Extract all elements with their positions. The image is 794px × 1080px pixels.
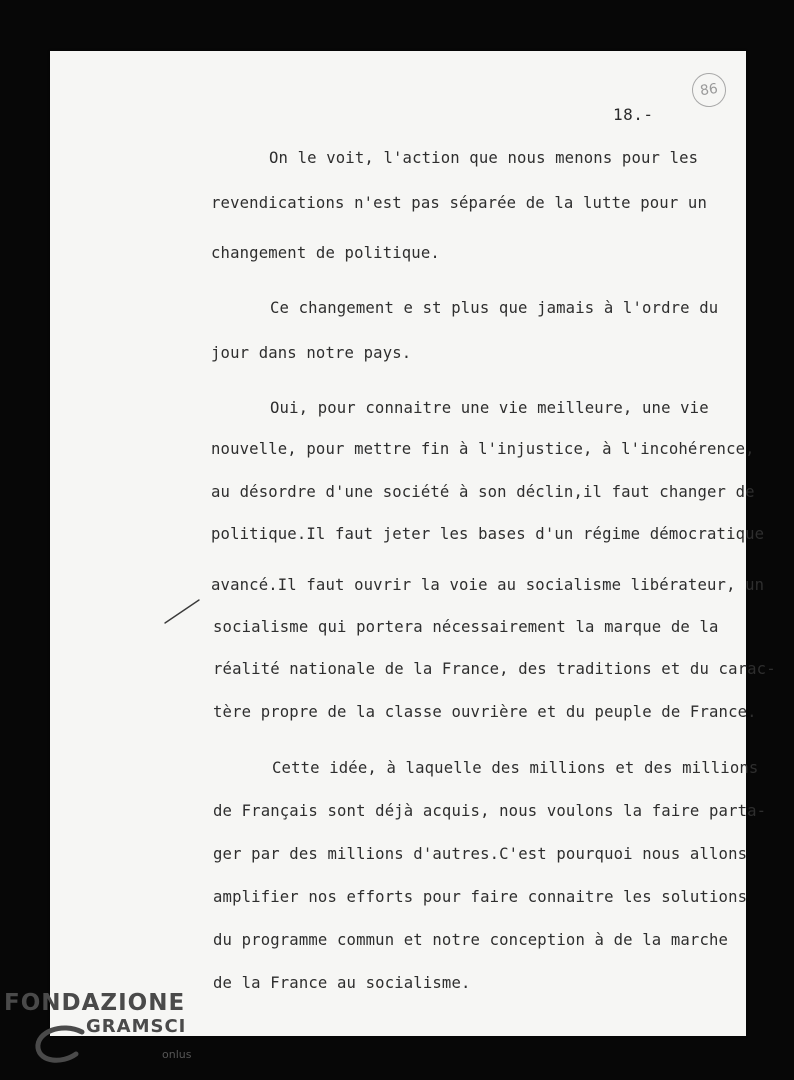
text-line: de la France au socialisme.	[213, 974, 471, 992]
text-line: Oui, pour connaitre une vie meilleure, une vie	[270, 399, 709, 417]
text-line: politique.Il faut jeter les bases d'un régime démocratique	[211, 525, 765, 543]
margin-pencil-mark	[163, 597, 203, 627]
text-line: revendications n'est pas séparée de la lutte pour un	[211, 194, 707, 212]
watermark-line-1: FONDAZIONE	[4, 990, 186, 1016]
text-line: socialisme qui portera nécessairement la marque de la	[213, 618, 719, 636]
page-number: 18.-	[613, 105, 654, 124]
text-line: jour dans notre pays.	[211, 344, 412, 362]
text-line: réalité nationale de la France, des traditions et du carac-	[213, 660, 776, 678]
text-line: nouvelle, pour mettre fin à l'injustice, à l'incohérence,	[211, 440, 755, 458]
watermark-line-3: onlus	[162, 1048, 192, 1061]
watermark	[4, 990, 204, 1070]
text-line: du programme commun et notre conception à de la marche	[213, 931, 729, 949]
text-line: de Français sont déjà acquis, nous voulons la faire parta-	[213, 802, 767, 820]
text-line: au désordre d'une société à son déclin,il faut changer de	[211, 483, 755, 501]
archive-stamp: 86	[690, 71, 728, 109]
text-line: ger par des millions d'autres.C'est pourquoi nous allons	[213, 845, 748, 863]
watermark-logo-icon	[32, 1024, 88, 1064]
watermark-line-2: GRAMSCI	[86, 1016, 187, 1037]
text-line: On le voit, l'action que nous menons pour les	[269, 149, 699, 167]
text-line: tère propre de la classe ouvrière et du peuple de France.	[213, 703, 757, 721]
text-line: Cette idée, à laquelle des millions et des millions	[272, 759, 759, 777]
text-line: avancé.Il faut ouvrir la voie au socialisme libérateur, un	[211, 576, 765, 594]
text-line: changement de politique.	[211, 244, 440, 262]
text-line: Ce changement e st plus que jamais à l'ordre du	[270, 299, 719, 317]
text-line: amplifier nos efforts pour faire connaitre les solutions	[213, 888, 748, 906]
